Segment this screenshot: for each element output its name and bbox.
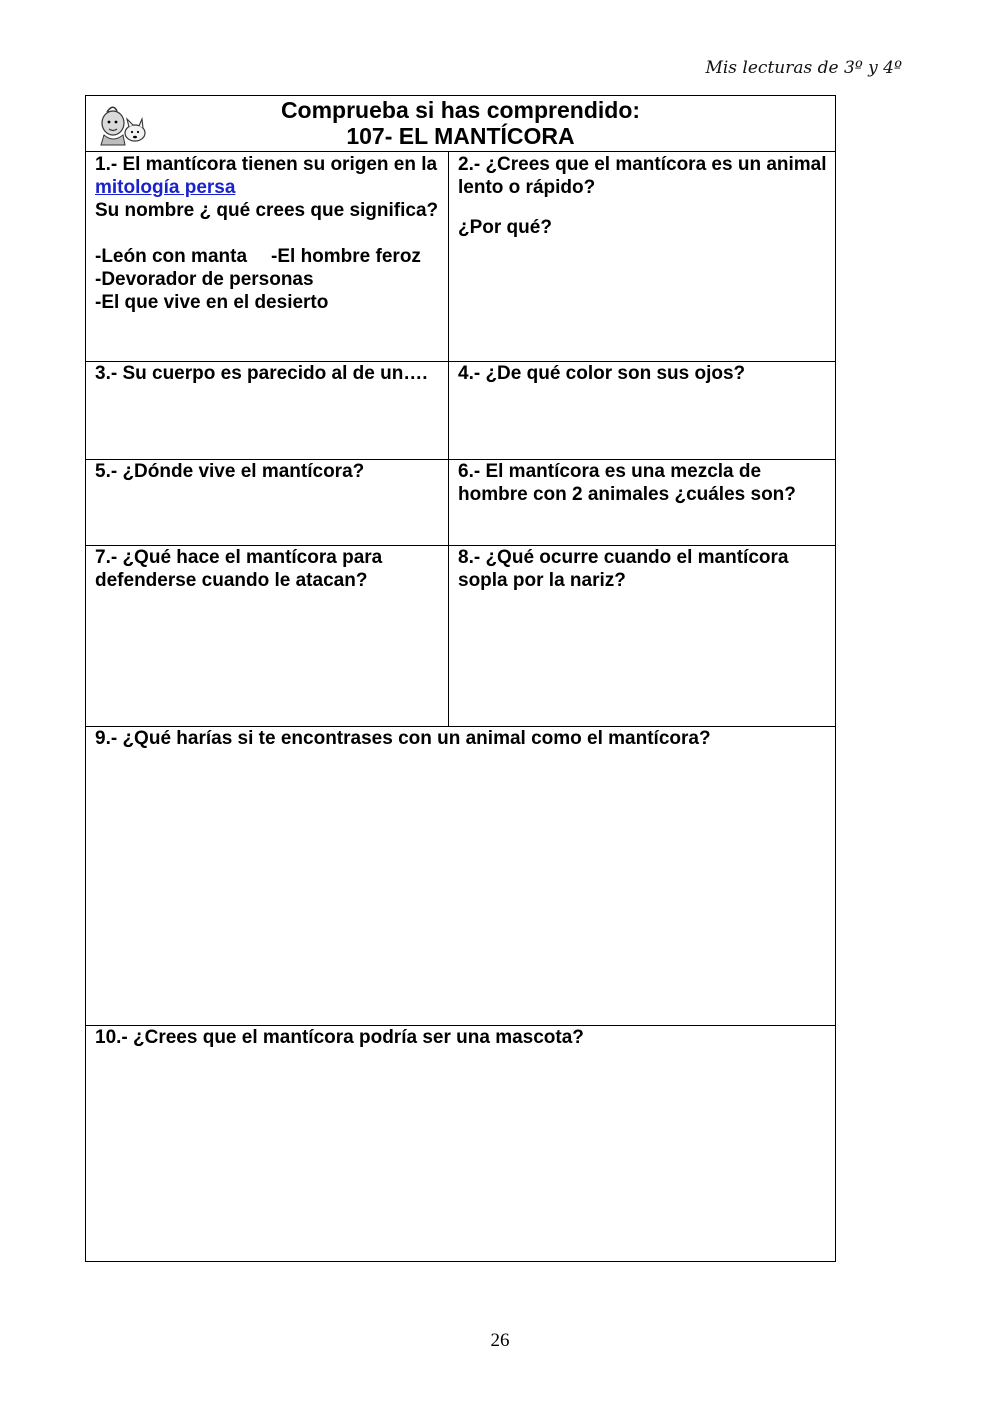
question-1-cell: [95, 153, 445, 314]
question-9-cell: [95, 727, 830, 750]
question-10: 10.- ¿Crees que el mantícora podría ser una mascota?: [95, 1027, 584, 1048]
question-3: 3.- Su cuerpo es parecido al de un….: [95, 363, 428, 384]
question-1-options-row: [95, 245, 445, 268]
question-1: 1.- El mantícora tienen su origen en la mitología persa: [95, 154, 438, 198]
header-note: Mis lecturas de 3º y 4º: [705, 58, 902, 78]
option-leon-con-manta: -León con manta: [95, 246, 248, 267]
question-2: 2.- ¿Crees que el mantícora es un animal lento o rápido?: [458, 154, 827, 198]
question-5-cell: [95, 460, 445, 483]
option-devorador: -Devorador de personas: [95, 269, 314, 290]
question-6: 6.- El mantícora es una mezcla de hombre con 2 animales ¿cuáles son?: [458, 461, 796, 505]
question-3-cell: [95, 362, 445, 385]
question-2-followup: ¿Por qué?: [458, 217, 552, 238]
column-divider: [448, 151, 449, 727]
title-line-2: 107- EL MANTÍCORA: [346, 123, 575, 149]
page-number: 26: [490, 1330, 510, 1351]
divider: [86, 151, 835, 152]
question-8-cell: [458, 546, 828, 592]
title-line-1: Comprueba si has comprendido:: [280, 97, 641, 123]
question-1-prompt: Su nombre ¿ qué crees que significa?: [95, 200, 439, 221]
question-5: 5.- ¿Dónde vive el mantícora?: [95, 461, 365, 482]
question-7-cell: [95, 546, 445, 592]
mitologia-persa-link[interactable]: mitología persa: [95, 177, 236, 198]
question-4-cell: [458, 362, 828, 385]
question-8: 8.- ¿Qué ocurre cuando el mantícora sopla por la nariz?: [458, 547, 789, 591]
tintin-snowy-mascot-icon: [95, 101, 151, 147]
question-2-cell: [458, 153, 828, 239]
option-hombre-feroz: -El hombre feroz: [271, 246, 421, 267]
question-10-cell: [95, 1026, 830, 1049]
question-9: 9.- ¿Qué harías si te encontrases con un animal como el mantícora?: [95, 728, 711, 749]
question-6-cell: [458, 460, 828, 506]
title-cell: [86, 96, 835, 151]
question-4: 4.- ¿De qué color son sus ojos?: [458, 363, 746, 384]
worksheet-table: [85, 95, 836, 1262]
option-desierto: -El que vive en el desierto: [95, 292, 329, 313]
question-7: 7.- ¿Qué hace el mantícora para defenderse cuando le atacan?: [95, 547, 383, 591]
